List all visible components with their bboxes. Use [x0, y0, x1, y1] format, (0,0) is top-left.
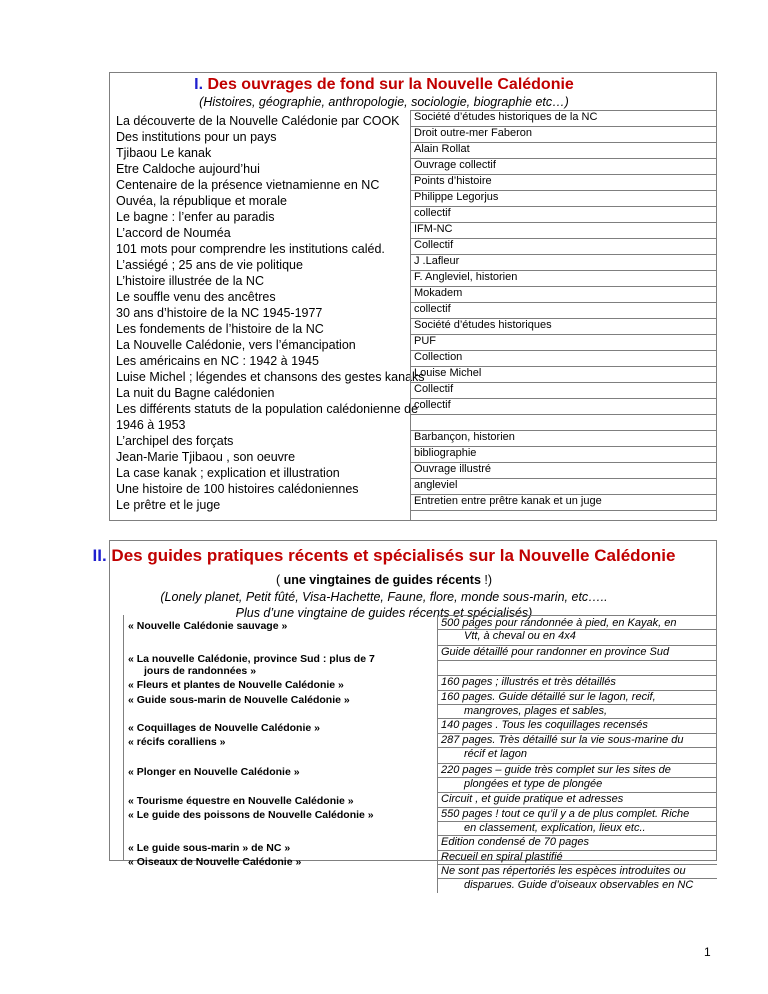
book-author: Ouvrage illustré — [414, 463, 492, 475]
section2-heading — [0, 546, 768, 566]
section2-title: Des guides pratiques récents et spécialisés sur la Nouvelle Calédonie — [111, 546, 676, 565]
section1-title: Des ouvrages de fond sur la Nouvelle Calédonie — [207, 76, 574, 93]
row-divider — [410, 270, 717, 271]
row-divider — [410, 430, 717, 431]
subtitle-close: !) — [484, 573, 493, 587]
row-divider — [437, 675, 717, 676]
book-title: Le souffle venu des ancêtres — [116, 290, 276, 304]
row-divider — [410, 350, 717, 351]
row-divider — [410, 462, 717, 463]
book-author: Ouvrage collectif — [414, 159, 496, 171]
book-author: PUF — [414, 335, 436, 347]
row-divider — [410, 174, 717, 175]
guide-description: disparues. Guide d’oiseaux observables en NC — [464, 879, 694, 891]
book-author: Points d’histoire — [414, 175, 492, 187]
page-number: 1 — [704, 945, 711, 959]
book-title: Les différents statuts de la population calédonienne de — [116, 402, 419, 416]
row-divider — [437, 850, 717, 851]
row-divider — [410, 110, 717, 111]
row-divider — [437, 660, 717, 661]
book-title: L’accord de Nouméa — [116, 226, 231, 240]
book-title: L’archipel des forçats — [116, 434, 234, 448]
row-divider — [437, 733, 717, 734]
book-title: Tjibaou Le kanak — [116, 146, 212, 160]
book-author: Alain Rollat — [414, 143, 470, 155]
row-divider — [410, 286, 717, 287]
row-divider — [410, 190, 717, 191]
guide-title: « Le guide sous-marin » de NC » — [128, 842, 291, 854]
row-divider — [410, 334, 717, 335]
book-title: Les américains en NC : 1942 à 1945 — [116, 354, 319, 368]
guide-title: « La nouvelle Calédonie, province Sud : plus de 7 — [128, 653, 375, 665]
guide-title: « Fleurs et plantes de Nouvelle Calédonie » — [128, 679, 344, 691]
book-title: Le prêtre et le juge — [116, 498, 221, 512]
book-title: L’histoire illustrée de la NC — [116, 274, 264, 288]
guide-description: Circuit , et guide pratique et adresses — [441, 793, 624, 805]
row-divider — [410, 238, 717, 239]
row-divider — [437, 777, 717, 778]
book-author: Entretien entre prêtre kanak et un juge — [414, 495, 602, 507]
book-title: Luise Michel ; légendes et chansons des gestes kanaks — [116, 370, 425, 384]
row-divider — [437, 718, 717, 719]
row-divider — [410, 126, 717, 127]
row-divider — [410, 510, 717, 511]
row-divider — [437, 645, 717, 646]
guide-description: 220 pages – guide très complet sur les sites de — [441, 764, 671, 776]
book-title: La découverte de la Nouvelle Calédonie par COOK — [116, 114, 400, 128]
book-author: collectif — [414, 303, 451, 315]
book-author: angleviel — [414, 479, 458, 491]
row-divider — [437, 821, 717, 822]
guide-title: « Tourisme équestre en Nouvelle Calédonie » — [128, 795, 354, 807]
column-divider — [437, 615, 438, 893]
row-divider — [410, 254, 717, 255]
section2-subtitle-3: Plus d’une vingtaine de guides récents et spécialisés) — [235, 606, 533, 620]
book-author: Barbançon, historien — [414, 431, 515, 443]
guide-title: « Plonger en Nouvelle Calédonie » — [128, 766, 300, 778]
book-author: J .Lafleur — [414, 255, 460, 267]
section2-subtitle-1 — [0, 573, 768, 587]
guide-title: « récifs coralliens » — [128, 736, 226, 748]
book-author: Louise Michel — [414, 367, 482, 379]
section1-heading — [0, 76, 768, 94]
row-divider — [410, 206, 717, 207]
book-title: 1946 à 1953 — [116, 418, 186, 432]
guide-description: 140 pages . Tous les coquillages recensés — [441, 719, 648, 731]
book-title: La Nouvelle Calédonie, vers l’émancipation — [116, 338, 356, 352]
guide-title: « Nouvelle Calédonie sauvage » — [128, 620, 288, 632]
row-divider — [410, 446, 717, 447]
section2-number: II. — [92, 546, 107, 565]
row-divider — [437, 807, 717, 808]
book-author: Mokadem — [414, 287, 463, 299]
row-divider — [437, 747, 717, 748]
row-divider — [437, 615, 717, 616]
guide-description: mangroves, plages et sables, — [464, 705, 608, 717]
row-divider — [437, 690, 717, 691]
section1-number: I. — [194, 76, 204, 93]
book-title: Etre Caldoche aujourd’hui — [116, 162, 260, 176]
guide-description: Vtt, à cheval ou en 4x4 — [464, 630, 576, 642]
row-divider — [437, 864, 717, 865]
book-title: Les fondements de l’histoire de la NC — [116, 322, 324, 336]
book-title: 30 ans d’histoire de la NC 1945-1977 — [116, 306, 323, 320]
row-divider — [410, 494, 717, 495]
guide-title: « Coquillages de Nouvelle Calédonie » — [128, 722, 320, 734]
book-title: L’assiégé ; 25 ans de vie politique — [116, 258, 303, 272]
book-author: Philippe Legorjus — [414, 191, 499, 203]
book-author: Collection — [414, 351, 463, 363]
row-divider — [410, 318, 717, 319]
guide-description: Edition condensé de 70 pages — [441, 836, 590, 848]
row-divider — [410, 478, 717, 479]
book-author: F. Angleviel, historien — [414, 271, 518, 283]
guide-description: 550 pages ! tout ce qu’il y a de plus complet. Riche — [441, 808, 690, 820]
guide-description: 287 pages. Très détaillé sur la vie sous-marine du — [441, 734, 684, 746]
book-title: Jean-Marie Tjibaou , son oeuvre — [116, 450, 296, 464]
guide-description: 160 pages. Guide détaillé sur le lagon, recif, — [441, 691, 656, 703]
book-author: collectif — [414, 207, 451, 219]
column-divider — [410, 110, 411, 520]
guide-description: Guide détaillé pour randonner en province Sud — [441, 646, 670, 658]
book-title: La case kanak ; explication et illustration — [116, 466, 340, 480]
guide-title: « Guide sous-marin de Nouvelle Calédonie » — [128, 694, 350, 706]
guide-description: 500 pages pour randonnée à pied, en Kayak, en — [441, 617, 677, 629]
guide-title: « Le guide des poissons de Nouvelle Calédonie » — [128, 809, 374, 821]
section2-subtitle-2: (Lonely planet, Petit fûté, Visa-Hachette, Faune, flore, monde sous-marin, etc….. — [160, 590, 608, 604]
row-divider — [410, 302, 717, 303]
left-divider — [123, 615, 124, 861]
guide-description: Ne sont pas répertoriés les espèces introduites ou — [441, 865, 686, 877]
book-title: Une histoire de 100 histoires calédoniennes — [116, 482, 359, 496]
book-title: La nuit du Bagne calédonien — [116, 386, 275, 400]
row-divider — [410, 222, 717, 223]
book-title: Ouvéa, la république et morale — [116, 194, 287, 208]
book-author: IFM-NC — [414, 223, 453, 235]
guide-title: « Oiseaux de Nouvelle Calédonie » — [128, 856, 302, 868]
subtitle-open: ( — [275, 573, 281, 587]
guide-description: récif et lagon — [464, 748, 527, 760]
row-divider — [410, 366, 717, 367]
row-divider — [437, 792, 717, 793]
book-title: 101 mots pour comprendre les institutions caléd. — [116, 242, 385, 256]
book-author: Collectif — [414, 383, 454, 395]
row-divider — [410, 142, 717, 143]
book-author: Collectif — [414, 239, 454, 251]
book-title: Le bagne : l’enfer au paradis — [116, 210, 275, 224]
row-divider — [410, 382, 717, 383]
row-divider — [410, 414, 717, 415]
row-divider — [410, 158, 717, 159]
section1-subtitle: (Histoires, géographie, anthropologie, sociologie, biographie etc…) — [199, 95, 569, 109]
guide-title: jours de randonnées » — [144, 665, 257, 677]
guide-description: en classement, explication, lieux etc.. — [464, 822, 646, 834]
book-author: Droit outre-mer Faberon — [414, 127, 532, 139]
guide-description: Recueil en spiral plastifié — [441, 851, 563, 863]
row-divider — [437, 629, 717, 630]
book-author: collectif — [414, 399, 451, 411]
row-divider — [437, 704, 717, 705]
guide-description: plongées et type de plongée — [464, 778, 603, 790]
subtitle-bold: une vingtaines de guides récents — [280, 573, 485, 587]
book-title: Centenaire de la présence vietnamienne en NC — [116, 178, 380, 192]
book-author: Société d’études historiques — [414, 319, 552, 331]
book-title: Des institutions pour un pays — [116, 130, 277, 144]
guide-description: 160 pages ; illustrés et très détaillés — [441, 676, 616, 688]
book-author: bibliographie — [414, 447, 477, 459]
row-divider — [410, 398, 717, 399]
book-author: Société d’études historiques de la NC — [414, 111, 598, 123]
row-divider — [437, 835, 717, 836]
row-divider — [437, 763, 717, 764]
row-divider — [437, 878, 717, 879]
